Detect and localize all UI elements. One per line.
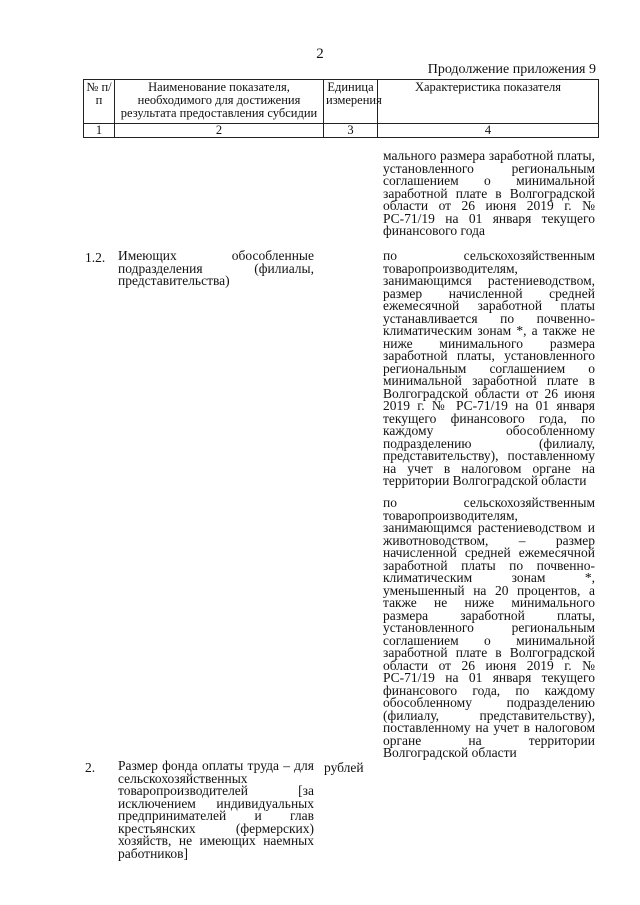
row-number: 2.	[85, 760, 96, 775]
header-num-2: 2	[115, 124, 324, 138]
indicator-name: Размер фонда оплаты труда – для сельскохозяйственных товаропроизводителей [за исключением индивидуальных предпринимателей и глав крестьянских (фермерских) хозяйств, не имеющих наемных работников]	[118, 758, 314, 861]
continued-characteristic: мального размера заработной платы, установленного региональным соглашением о минимальной заработной плате в Волгоградской области от 26 июня 2019 г. № РС-71/19 на 01 января текущего финансового года	[383, 148, 595, 238]
page-number: 2	[316, 46, 324, 62]
header-col-number: № п/п	[84, 80, 115, 124]
indicator-name: Имеющих обособленные подразделения (филиалы, представительства)	[118, 248, 314, 288]
header-col-unit: Единица измерения	[324, 80, 378, 124]
header-num-4: 4	[378, 124, 599, 138]
indicator-characteristic: по сельскохозяйственным товаропроизводителям, занимающимся растениеводством, размер начисленной средней ежемесячной заработной платы устанавливается по почвенно-климатическим зонам *, а также не ниже минимального размера заработной платы, установленного региональным соглашением о минимальной заработной плате в Волгоградской области от 26 июня 2019 г. № РС-71/19 на 01 января текущего финансового года, по каждому обособленному подразделению (филиалу, представительству), поставленному на учет в налоговом органе на территории Волгоградской области	[383, 248, 595, 488]
row-number: 1.2.	[85, 250, 106, 265]
continuation-label: Продолжение приложения 9	[427, 62, 596, 77]
header-col-name: Наименование показателя, необходимого для достижения результата предоставления субсидии	[115, 80, 324, 124]
table-header	[83, 79, 599, 138]
header-num-1: 1	[84, 124, 115, 138]
indicator-characteristic: по сельскохозяйственным товаропроизводителям, занимающимся растениеводством и животноводством, – размер начисленной средней ежемесячной заработной платы по почвенно-климатическим зонам *, уменьшенный на 20 процентов, а также не ниже минимального размера заработной платы, установленного региональным соглашением о минимальной заработной плате в Волгоградской области от 26 июня 2019 г. № РС-71/19 на 01 января текущего финансового года, по каждому обособленному подразделению (филиалу, представительству), поставленному на учет в налоговом органе на территории Волгоградской области	[383, 495, 595, 760]
unit-of-measure: рублей	[324, 760, 364, 775]
header-col-characteristic: Характеристика показателя	[378, 80, 599, 124]
header-num-3: 3	[324, 124, 378, 138]
